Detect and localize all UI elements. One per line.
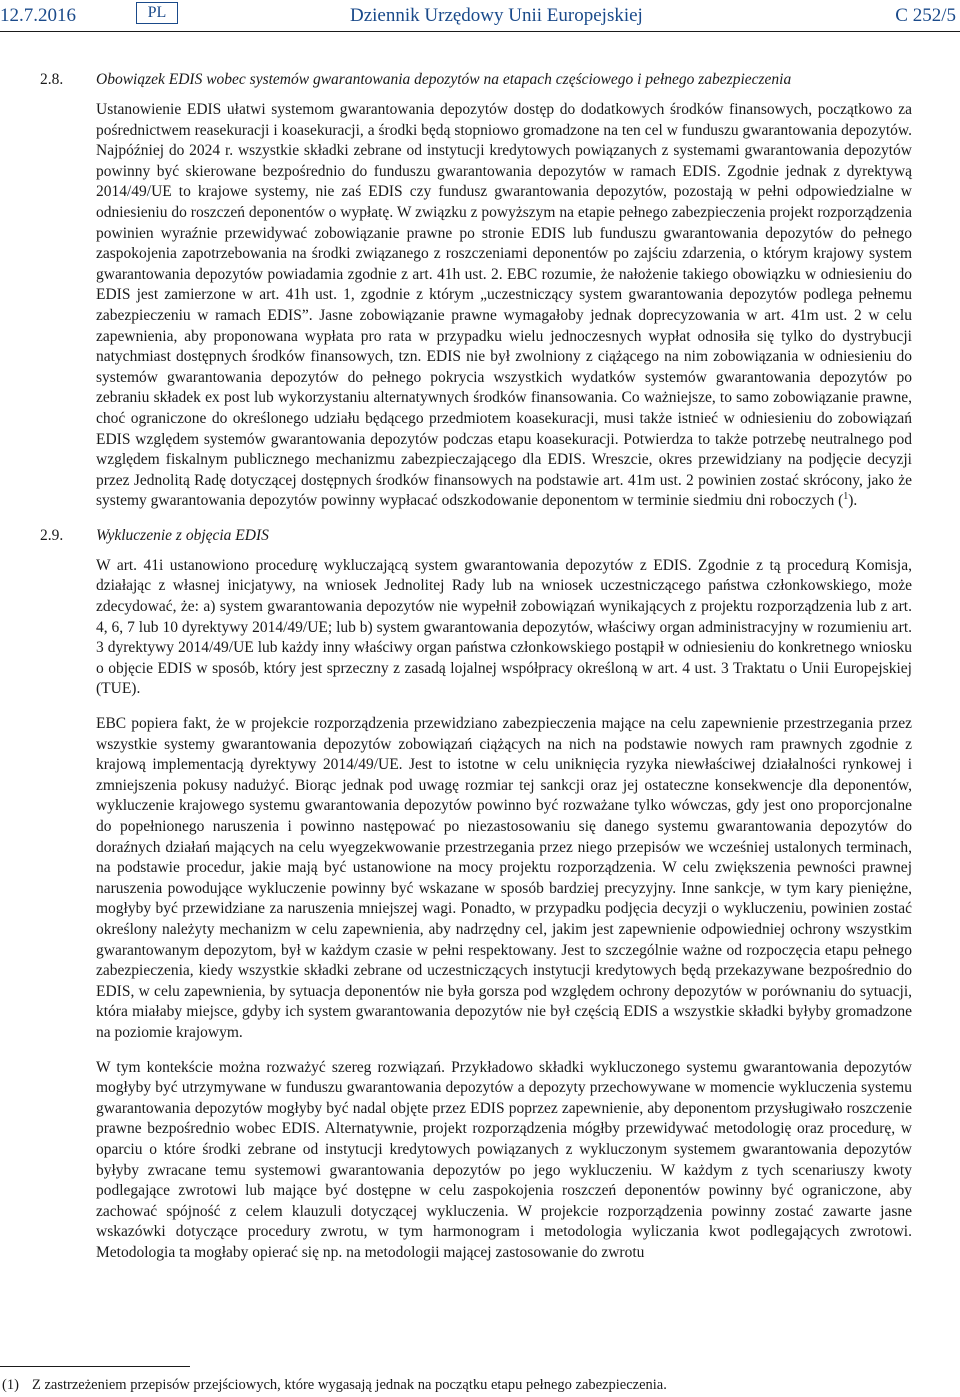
paragraph-text-end: ). xyxy=(848,492,858,510)
publication-date: 12.7.2016 xyxy=(0,5,76,26)
section-paragraph xyxy=(96,1058,912,1264)
paragraph-text: W art. 41i ustanowiono procedurę wykluczającą system gwarantowania depozytów z EDIS. Zgodnie z tą procedurą Komisja, działając z własnej inicjatywy, na wniosek Jednolitej Rady lub na wniosek uczestniczącego państwa członkowskiego, może zdecydować, że: a) system gwarantowania depozytów nie wypełnił zobowiązań wynikających z projektu rozporządzenia lub z art. 4, 6, 7 lub 10 dyrektywy 2014/49/UE; lub b) system gwarantowania depozytów, właściwy organ administracyjny w rozumieniu art. 3 dyrektywy 2014/49/UE lub każdy inny właściwy organ państwa członkowskiego postąpił w odniesieniu do konkretnego wniosku o objęcie EDIS w sposób, który jest sprzeczny z zasadą lojalnej współpracy określoną w art. 4 ust. 3 Traktatu o Unii Europejskiej (TUE). xyxy=(96,556,912,698)
section-title: Obowiązek EDIS wobec systemów gwarantowania depozytów na etapach częściowego i pełnego zabezpieczenia xyxy=(96,71,792,88)
paragraph-text: W tym kontekście można rozważyć szereg rozwiązań. Przykładowo składki wykluczonego systemu gwarantowania depozytów mogłyby być utrzymywane w funduszu gwarantowania depozytów a depozyty przechowywane w momencie wykluczenia systemu gwarantowania depozytów mogłyby być nadal objęte przez EDIS poprzez zapewnienie, aby deponentom przysługiwało roszczenie prawne bezpośrednio wobec EDIS. Alternatywnie, projekt rozporządzenia mógłby przewidywać metodologię oraz procedurę, w oparciu o które środki zebrane od instytucji kredytowych powiązanych z wykluczonym systemem gwarantowania depozytów byłyby zwracane temu systemowi gwarantowania depozytów po jego wykluczeniu. W każdym z tych scenariuszy kwoty podlegające zwrotowi lub mające być dostępne w celu zaspokojenia roszczeń deponentów powinny być ograniczone, aby zachować spójność z celem klauzuli dotyczącej wykluczenia. W projekcie rozporządzenia powinny zostać zawarte jasne wskazówki dotyczące procedury zwrotu, w tym harmonogram i metodologia wyliczania kwot podlegających zwrotowi. Metodologia ta mogłaby opierać się np. na metodologii mającej zastosowanie do zwrotu xyxy=(96,1058,912,1261)
paragraph-text: Ustanowienie EDIS ułatwi systemom gwarantowania depozytów dostęp do dodatkowych środków finansowych, początkowo za pośrednictwem reasekuracji i koasekuracji, a środki będą stopniowo gromadzone na ten cel w funduszu gwarantowania depozytów. Najpóźniej do 2024 r. wszystkie składki zebrane od instytucji kredytowych powiązanych z systemami gwarantowania depozytów powinny być skierowane bezpośrednio do funduszu gwarantowania depozytów w ramach EDIS. Zgodnie jednak z dyrektywą 2014/49/UE to krajowe systemy, nie zaś EDIS czy fundusz gwarantowania depozytów, pozostają w pełni odpowiedzialne w odniesieniu do roszczeń deponentów o wypłatę. W związku z powyższym na etapie pełnego zabezpieczenia projekt rozporządzenia powinien wyraźnie przewidywać zobowiązanie prawne po stronie EDIS lub funduszu gwarantowania depozytów do pełnego zaspokojenia zapotrzebowania na środki związanego z roszczeniami deponentów po zajściu zdarzenia, o którym krajowy system gwarantowania depozytów powiadamia zgodnie z art. 41h ust. 2. EBC rozumie, że nałożenie takiego obowiązku w odniesieniu do EDIS jest zamierzone w art. 41h ust. 1, zgodnie z którym „uczestniczący system gwarantowania depozytów podlega pełnemu zabezpieczeniu w ramach EDIS”. Jasne zobowiązanie prawne wymagałoby jednak doprecyzowania w art. 41m ust. 2 w celu zapewnienia, aby proponowana wypłata pro rata w przypadku wielu jednoczesnych wypłat odnosiła się tylko do dystrybucji natychmiast dostępnych środków finansowych, tzn. EDIS nie był zwolniony z ciążącego na nim zobowiązania w odniesieniu do systemów gwarantowania depozytów do pełnego pokrycia wszystkich wydatków systemów gwarantowania depozytów po zebraniu składek ex post lub wykorzystaniu alternatywnych środków finansowania. Co ważniejsze, to samo zobowiązanie prawne, choć ograniczone do określonego udziału będącego przedmiotem koasekuracji, musi także istnieć w odniesieniu do zobowiązań EDIS względem systemów gwarantowania depozytów podczas etapu koasekuracji. Potwierdza to także potrzebę neutralnego pod względem fiskalnym publicznego mechanizmu zabezpieczającego dla EDIS. Wreszcie, okres przewidziany na podjęcie decyzji przez Jednolitą Radę dotyczącej dostępnych środków finansowych na podstawie art. 41m ust. 2 powinien zostać skrócony, jako że systemy gwarantowania depozytów powinny wypłacać odszkodowanie deponentom w terminie siedmiu dni roboczych ( xyxy=(96,101,912,510)
section-title: Wykluczenie z objęcia EDIS xyxy=(96,526,269,544)
section-paragraph xyxy=(96,714,912,1044)
footnote-reference[interactable]: 1 xyxy=(843,491,849,503)
paragraph-text: EBC popiera fakt, że w projekcie rozporządzenia przewidziano zabezpieczenia mające na celu zapewnienie przestrzegania przez wszystkie systemy gwarantowania depozytów zobowiązań ciążących na nich na podstawie nowych ram prawnych zgodnie z krajową implementacją dyrektywy 2014/49/UE. Jest to istotne w celu uniknięcia ryzyka niewłaściwej działalności rynkowej i zmniejszenia pokusy nadużyć. Biorąc jednak pod uwagę rozmiar tej sankcji oraz jej ostateczne konsekwencje dla deponentów, wykluczenie krajowego systemu gwarantowania depozytów powinno być rozważane tylko wówczas, gdy jest ono proporcjonalne do popełnionego naruszenia i powinno następować po niezastosowaniu się danego systemu gwarantowania depozytów do doraźnych działań mających na celu wyegzekwowanie przestrzegania przez niego przepisów we wcześniej ustalonych terminach, na podstawie procedur, jakie mają być ustanowione na mocy projektu rozporządzenia. W celu zwiększenia pewności prawnej naruszenia powodujące wykluczenie powinny być wskazane w sposób bardziej precyzyjny. Inne sankcje, w tym kary pieniężne, mogłyby być przewidziane za naruszenia mniejszej wagi. Ponadto, w przypadku podjęcia decyzji o wykluczeniu, powinien zostać określony należyty mechanizm w celu zapewnienia, aby nadrzędny cel, jakim jest zapewnienie odpowiedniej ochrony wszystkim gwarantowanym depozytom, był w każdym czasie w pełni respektowany. Jest to szczególnie ważne od rozpoczęcia etapu pełnego zabezpieczenia, kiedy wszystkie składki zebrane od uczestniczących instytucji kredytowych będą przekazywane bezpośrednio do EDIS, w celu zapewnienia, by sytuacja deponentów nie była gorsza pod względem ochrony depozytów w porównaniu do sytuacji, która miałaby miejsce, gdyby ich system gwarantowania depozytów nie był częścią EDIS a wszystkie składki byłyby gromadzone na poziomie krajowym. xyxy=(96,715,912,1041)
journal-title: Dziennik Urzędowy Unii Europejskiej xyxy=(350,5,643,26)
section-heading-2-8 xyxy=(0,70,960,92)
document-body xyxy=(0,56,960,1277)
section-number: 2.8. xyxy=(40,71,64,88)
section-heading-2-9 xyxy=(0,526,960,548)
footnote-text: Z zastrzeżeniem przepisów przejściowych, które wygasają jednak na początku etapu pełnego zabezpieczenia. xyxy=(32,1377,667,1393)
page-reference: C 252/5 xyxy=(895,5,956,26)
language-code-box: PL xyxy=(136,2,178,24)
footnote-rule xyxy=(0,1366,190,1367)
section-paragraph xyxy=(96,100,912,512)
section-paragraph xyxy=(96,556,912,700)
footnote xyxy=(2,1376,942,1394)
section-number: 2.9. xyxy=(40,526,64,544)
header-rule xyxy=(0,31,960,32)
page-header xyxy=(0,0,960,34)
footnote-mark: (1) xyxy=(2,1377,19,1393)
